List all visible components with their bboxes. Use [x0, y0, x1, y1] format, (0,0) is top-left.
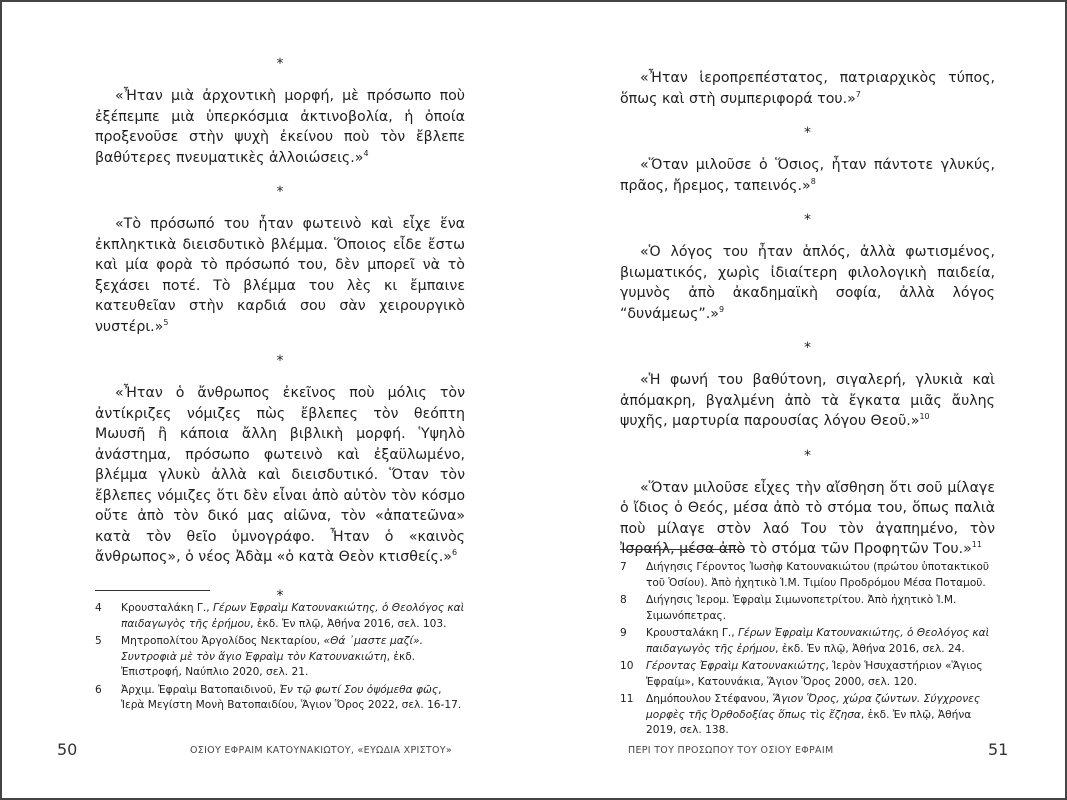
right-page [620, 0, 995, 800]
quote-text: «Ἦταν ἱεροπρεπέστατος, πατριαρχικὸς τύπος, ὅπως καὶ στὴ συμπεριφορά του.» [620, 70, 995, 107]
right-page-body [620, 68, 995, 560]
footnote-ref[interactable]: 6 [451, 548, 458, 557]
footnote-rule [620, 549, 745, 550]
section-separator: * [276, 587, 284, 604]
quote-text: «Ὁ λόγος του ἦταν ἁπλός, ἀλλὰ φωτισμένος, βιωματικός, χωρὶς ἰδιαίτερη φιλολογικὴ παιδεία, γυμνὸς ἀπὸ ἀκαδημαϊκὴ σοφία, ἀλλὰ λόγος “δυνάμεως”.» [620, 244, 995, 322]
footnote-ref[interactable]: 4 [363, 148, 369, 158]
quote-paragraph [95, 383, 465, 568]
quote-text: «Ὅταν μιλοῦσε ὁ Ὅσιος, ἦταν πάντοτε γλυκύς, πρᾶος, ἤρεμος, ταπεινός.» [620, 157, 995, 194]
footnote-ref[interactable]: 10 [919, 412, 930, 421]
footnote-ref[interactable]: 7 [855, 89, 861, 99]
footnote [95, 634, 465, 681]
footnote-number: 11 [620, 693, 634, 705]
footnote-number: 8 [620, 594, 627, 606]
running-head-left: ΟΣΙΟΥ ΕΦΡΑΙΜ ΚΑΤΟΥΝΑΚΙΩΤΟΥ, «ΕΥΩΔΙΑ ΧΡΙΣΤΟΥ» [190, 745, 452, 756]
footnote-ref[interactable]: 8 [810, 176, 816, 186]
footnote [620, 560, 995, 591]
footnotes [620, 549, 995, 741]
footnote-text: Μητροπολίτου Ἀργολίδος Νεκταρίου, «Θά ᾿μαστε μαζί». Συντροφιὰ μὲ τὸν ἅγιο Ἐφραὶμ τὸν Κατουνακιώτη, ἐκδ. Ἐπιστροφή, Ναύπλιο 2020, σελ. 21. [121, 635, 423, 678]
left-page [95, 0, 465, 800]
footnote-number: 10 [620, 660, 634, 672]
running-head-right: ΠΕΡΙ ΤΟΥ ΠΡΟΣΩΠΟΥ ΤΟΥ ΟΣΙΟΥ ΕΦΡΑΙΜ [628, 745, 834, 756]
quote-paragraph [620, 478, 995, 560]
footnote-number: 7 [620, 561, 627, 573]
quote-paragraph [620, 242, 995, 324]
quote-paragraph [620, 68, 995, 109]
section-separator: * [804, 447, 811, 464]
section-separator: * [276, 184, 284, 200]
quote-paragraph [620, 155, 995, 196]
page-number-left: 50 [57, 740, 78, 759]
footnote-number: 5 [95, 635, 102, 647]
left-page-body [95, 48, 465, 618]
footnote [620, 659, 995, 690]
footnote-number: 9 [620, 627, 627, 639]
footnote-text: Δημόπουλου Στέφανου, Ἅγιον Ὅρος, χώρα ζώντων. Σύγχρονες μορφὲς τῆς Ὀρθοδοξίας ὅπως τὶς ἔζησα, ἐκδ. Ἐν πλῷ, Ἀθήνα 2019, σελ. 138. [646, 693, 981, 736]
footnote-text: Κρουσταλάκη Γ., Γέρων Ἐφραὶμ Κατουνακιώτης, ὁ Θεολόγος καὶ παιδαγωγὸς τῆς ἐρήμου, ἐκδ. Ἐν πλῷ, Ἀθήνα 2016, σελ. 103. [121, 602, 465, 630]
section-separator: * [276, 353, 284, 369]
page-number-right: 51 [988, 740, 1009, 759]
quote-paragraph [95, 214, 465, 337]
footnote [620, 626, 995, 657]
section-separator: * [804, 212, 811, 228]
section-separator: * [276, 56, 284, 72]
footnote-text: Ἀρχιμ. Ἐφραὶμ Βατοπαιδινοῦ, Ἐν τῷ φωτί Σου ὀψόμεθα φῶς, Ἱερὰ Μεγίστη Μονὴ Βατοπαιδίου, Ἅγιον Ὅρος 2022, σελ. 16-17. [121, 683, 462, 711]
quote-text: «Ἡ φωνή του βαθύτονη, σιγαλερή, γλυκιὰ καὶ ἀπόμακρη, βγαλμένη ἀπὸ τὰ ἔγκατα μιᾶς ἄυλης ψυχῆς, μαρτυρία παρουσίας λόγου Θεοῦ.» [620, 372, 995, 429]
footnote [620, 593, 995, 624]
footnote-ref[interactable]: 5 [163, 317, 169, 327]
footnote [95, 601, 465, 632]
footnote-rule [95, 590, 210, 591]
footnotes [95, 590, 465, 716]
footnote [620, 692, 995, 739]
quote-paragraph [95, 86, 465, 168]
footnote [95, 683, 465, 714]
quote-paragraph [620, 370, 995, 432]
footnote-text: Διήγησις Γέροντος Ἰωσὴφ Κατουνακιώτου (πρώτου ὑποτακτικοῦ τοῦ Ὁσίου). Ἀπὸ ἠχητικὸ Ἱ.Μ. Τιμίου Προδρόμου Μέσα Ποταμοῦ. [646, 561, 990, 589]
quote-text: «Τὸ πρόσωπό του ἦταν φωτεινὸ καὶ εἶχε ἕνα ἐκπληκτικὰ διεισδυτικὸ βλέμμα. Ὅποιος εἶδε ἔστω καὶ μία φορὰ τὸ πρόσωπό του, δὲν μπορεῖ νὰ τὸ ξεχάσει ποτέ. Τὸ βλέμμα του λὲς κι ἔμπαινε κατευθεῖαν στὴν καρδιά σου σὰν χειρουργικὸ νυστέρι.» [95, 216, 465, 335]
quote-text: «Ὅταν μιλοῦσε εἶχες τὴν αἴσθηση ὅτι σοῦ μίλαγε ὁ ἴδιος ὁ Θεός, μέσα ἀπὸ τὸ στόμα του, ὅπως παλιὰ ποὺ μίλαγε στὸν λαό Του τὸν ἀγαπημένο, τὸν Ἰσραήλ, μέσα ἀπὸ τὸ στόμα τῶν Προφητῶν Του.» [620, 479, 995, 557]
section-separator: * [804, 340, 811, 356]
footnote-text: Κρουσταλάκη Γ., Γέρων Ἐφραὶμ Κατουνακιώτης, ὁ Θεολόγος καὶ παιδαγωγὸς τῆς ἐρήμου, ἐκδ. Ἐν πλῷ, Ἀθήνα 2016, σελ. 24. [646, 627, 990, 655]
section-separator: * [804, 125, 811, 141]
quote-text: «Ἦταν ὁ ἄνθρωπος ἐκεῖνος ποὺ μόλις τὸν ἀντίκριζες νόμιζες πὼς ἔβλεπες τὸν θεόπτη Μωυσῆ ἢ κάποια ἄλλη βιβλικὴ μορφή. Ὑψηλὸ ἀνάστημα, πρόσωπο φωτεινὸ καὶ ἐξαϋλωμένο, βλέμμα γλυκὺ ἀλλὰ καὶ διεισδυτικό. Ὅταν τὸν ἔβλεπες νόμιζες ὅτι δὲν εἶναι ἀπὸ αὐτὸν τὸν κόσμο οὔτε ἀπὸ τὸν δικό μας αἰῶνα, τὸν «ἀπατεῶνα» κατὰ τὸν θεῖο ὑμνογράφο. Ἦταν ὁ «καινὸς ἄνθρωπος», ὁ νέος Ἀδὰμ «ὁ κατὰ Θεὸν κτισθείς.» [95, 385, 465, 565]
footnote-number: 6 [95, 683, 102, 696]
footnote-number: 4 [95, 602, 102, 614]
footnote-text: Διήγησις Ἱερομ. Ἐφραὶμ Σιμωνοπετρίτου. Ἀπὸ ἠχητικὸ Ἱ.Μ. Σιμωνόπετρας. [646, 594, 957, 622]
footnote-ref[interactable]: 11 [971, 540, 982, 549]
footnote-ref[interactable]: 9 [718, 304, 725, 314]
quote-text: «Ἦταν μιὰ ἀρχοντικὴ μορφή, μὲ πρόσωπο ποὺ ἐξέπεμπε μιὰ ὑπερκόσμια ἀκτινοβολία, ἡ ὁποία προξενοῦσε στὴν ψυχὴ ἐκείνου ποὺ τὸν ἔβλεπε βαθύτερες πνευματικὲς ἀλλοιώσεις.» [95, 88, 465, 166]
footnote-text: Γέροντας Ἐφραὶμ Κατουνακιώτης, Ἱερὸν Ἡσυχαστήριον «Ἅγιος Ἐφραίμ», Κατουνάκια, Ἅγιον Ὅρος 2000, σελ. 120. [646, 660, 983, 688]
